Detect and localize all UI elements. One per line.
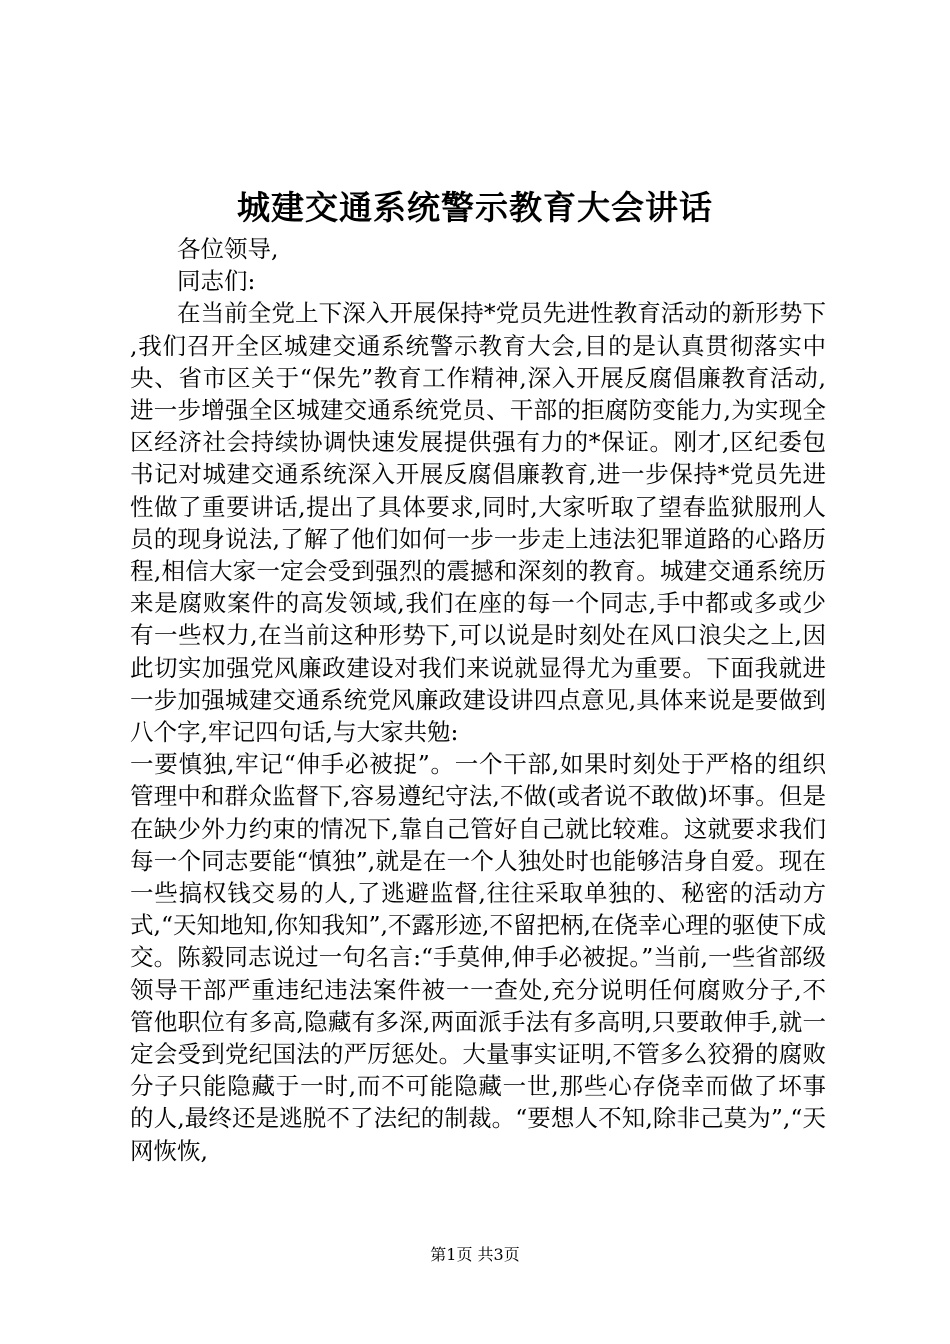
document-body	[130, 233, 826, 1167]
salutation-leaders: 各位领导,	[177, 235, 279, 263]
page-number-footer: 第1页 共3页	[430, 1245, 520, 1264]
document-title: 城建交通系统警示教育大会讲话	[237, 188, 713, 227]
paragraph-intro: 在当前全党上下深入开展保持*党员先进性教育活动的新形势下,我们召开全区城建交通系统警示教育大会,目的是认真贯彻落实中央、省市区关于“保先”教育工作精神,深入开展反腐倡廉教育活动,进一步增强全区城建交通系统党员、干部的拒腐防变能力,为实现全区经济社会持续协调快速发展提供强有力的*保证。刚才,区纪委包书记对城建交通系统深入开展反腐倡廉教育,进一步保持*党员先进性做了重要讲话,提出了具体要求,同时,大家听取了望春监狱服刑人员的现身说法,了解了他们如何一步一步走上违法犯罪道路的心路历程,相信大家一定会受到强烈的震撼和深刻的教育。城建交通系统历来是腐败案件的高发领域,我们在座的每一个同志,手中都或多或少有一些权力,在当前这种形势下,可以说是时刻处在风口浪尖之上,因此切实加强党风廉政建设对我们来说就显得尤为重要。下面我就进一步加强城建交通系统党风廉政建设讲四点意见,具体来说是要做到八个字,牢记四句话,与大家共勉:	[130, 299, 826, 747]
paragraph-point-one: 一要慎独,牢记“伸手必被捉”。一个干部,如果时刻处于严格的组织管理中和群众监督下,容易遵纪守法,不做(或者说不敢做)坏事。但是在缺少外力约束的情况下,靠自己管好自己就比较难。这就要求我们每一个同志要能“慎独”,就是在一个人独处时也能够洁身自爱。现在一些搞权钱交易的人,了逃避监督,往往采取单独的、秘密的活动方式,“天知地知,你知我知”,不露形迹,不留把柄,在侥幸心理的驱使下成交。陈毅同志说过一句名言:“手莫伸,伸手必被捉。”当前,一些省部级领导干部严重违纪违法案件被一一查处,充分说明任何腐败分子,不管他职位有多高,隐藏有多深,两面派手法有多高明,只要敢伸手,就一定会受到党纪国法的严厉惩处。大量事实证明,不管多么狡猾的腐败分子只能隐藏于一时,而不可能隐藏一世,那些心存侥幸而做了坏事的人,最终还是逃脱不了法纪的制裁。“要想人不知,除非己莫为”,“天网恢恢,	[130, 750, 826, 1165]
salutation-comrades: 同志们:	[177, 267, 256, 296]
